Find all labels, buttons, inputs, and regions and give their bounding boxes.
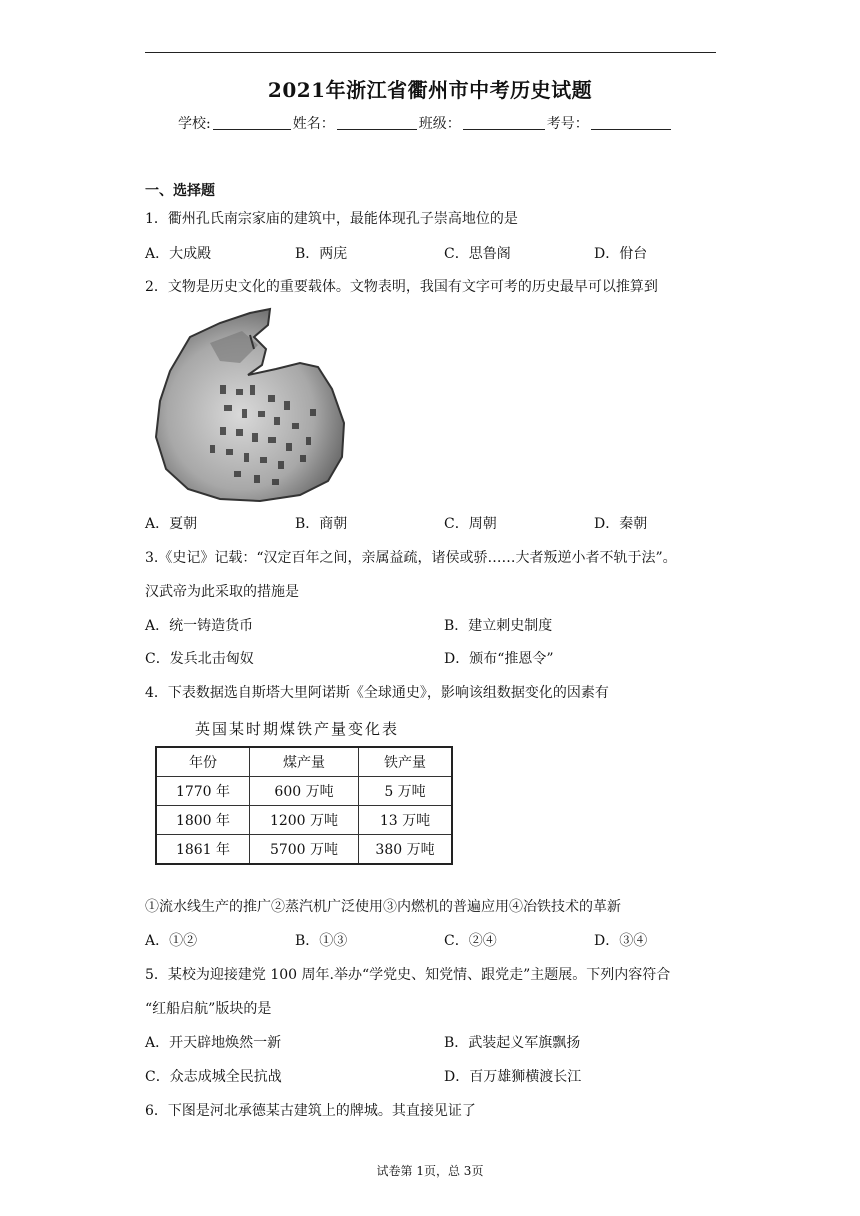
- q2-option-d: D．秦朝: [594, 516, 648, 532]
- table-cell: 600 万吨: [250, 777, 359, 806]
- question-2-stem: 2．文物是历史文化的重要载体。文物表明，我国有文字可考的历史最早可以推算到: [145, 279, 658, 295]
- school-label: 学校:: [178, 116, 211, 132]
- table-cell: 5700 万吨: [250, 835, 359, 865]
- class-blank[interactable]: [463, 116, 545, 130]
- table-cell: 1800 年: [156, 806, 250, 835]
- name-blank[interactable]: [337, 116, 417, 130]
- q4-option-a: A．①②: [145, 933, 198, 949]
- q4-option-b: B．①③: [295, 933, 348, 949]
- section-heading: 一、选择题: [145, 183, 215, 199]
- question-5-stem-line2: “红船启航”版块的是: [145, 1001, 272, 1017]
- q1-option-a: A．大成殿: [145, 246, 212, 262]
- table-row: [156, 835, 452, 865]
- table-header-row: [156, 747, 452, 777]
- name-label: 姓名：: [292, 116, 335, 132]
- table-row: [156, 777, 452, 806]
- number-label: 考号：: [546, 116, 589, 132]
- q2-option-b: B．商朝: [295, 516, 348, 532]
- q2-option-a: A．夏朝: [145, 516, 198, 532]
- school-blank[interactable]: [213, 116, 291, 130]
- table-row: [156, 806, 452, 835]
- q3-option-a: A．统一铸造货币: [145, 618, 254, 634]
- question-5-stem-line1: 5．某校为迎接建党 100 周年.举办“学党史、知党情、跟党走”主题展。下列内容符合: [145, 967, 671, 983]
- table-cell: 1770 年: [156, 777, 250, 806]
- table-cell: 1200 万吨: [250, 806, 359, 835]
- coal-iron-table: [155, 746, 453, 865]
- table-cell: 380 万吨: [359, 835, 453, 865]
- q2-option-c: C．周朝: [444, 516, 497, 532]
- table-caption: 英国某时期煤铁产量变化表: [195, 720, 400, 738]
- q3-option-b: B．建立刺史制度: [444, 618, 553, 634]
- table-header-cell: 年份: [156, 747, 250, 777]
- student-info-line: [178, 113, 673, 133]
- q5-option-b: B．武装起义军旗飘扬: [444, 1035, 581, 1051]
- question-3-stem-line1: 3.《史记》记载：“汉定百年之间，亲属益疏，诸侯或骄……大者叛逆小者不轨于法”。: [145, 550, 677, 566]
- table-cell: 13 万吨: [359, 806, 453, 835]
- q3-option-c: C．发兵北击匈奴: [145, 651, 254, 667]
- oracle-bone-image: [150, 305, 350, 505]
- question-6-stem: 6．下图是河北承德某古建筑上的牌城。其直接见证了: [145, 1103, 476, 1119]
- table-header-cell: 煤产量: [250, 747, 359, 777]
- question-3-stem-line2: 汉武帝为此采取的措施是: [145, 584, 299, 600]
- page-footer: 试卷第 1页，总 3页: [376, 1164, 484, 1178]
- q4-option-d: D．③④: [594, 933, 648, 949]
- question-4-stem: 4．下表数据选自斯塔大里阿诺斯《全球通史》，影响该组数据变化的因素有: [145, 685, 609, 701]
- question-1-stem: 1．衢州孔氏南宗家庙的建筑中，最能体现孔子崇高地位的是: [145, 211, 518, 227]
- q1-option-d: D．佾台: [594, 246, 648, 262]
- q5-option-c: C．众志成城全民抗战: [145, 1069, 282, 1085]
- q3-option-d: D．颁布“推恩令”: [444, 651, 554, 667]
- class-label: 班级：: [418, 116, 461, 132]
- q1-option-c: C．思鲁阁: [444, 246, 511, 262]
- table-cell: 1861 年: [156, 835, 250, 865]
- q5-option-d: D．百万雄狮横渡长江: [444, 1069, 582, 1085]
- question-4-statement: ①流水线生产的推广②蒸汽机广泛使用③内燃机的普遍应用④冶铁技术的革新: [145, 899, 621, 915]
- table-header-cell: 铁产量: [359, 747, 453, 777]
- q4-option-c: C．②④: [444, 933, 497, 949]
- top-rule: [145, 52, 716, 53]
- q5-option-a: A．开天辟地焕然一新: [145, 1035, 282, 1051]
- table-cell: 5 万吨: [359, 777, 453, 806]
- page-title: 2021年浙江省衢州市中考历史试题: [267, 78, 593, 102]
- q1-option-b: B．两庑: [295, 246, 348, 262]
- number-blank[interactable]: [591, 116, 671, 130]
